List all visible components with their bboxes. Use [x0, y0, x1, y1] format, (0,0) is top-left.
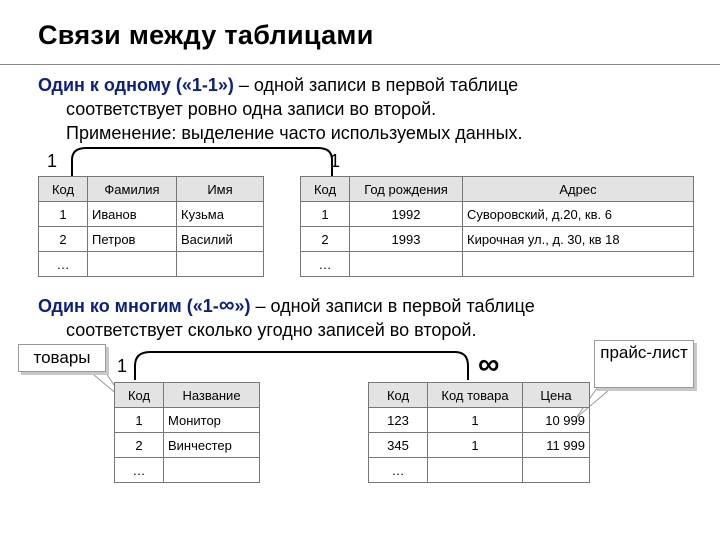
one-to-many-left-mark: 1	[117, 356, 128, 376]
table-cell: Петров	[88, 227, 177, 252]
table-cell	[428, 458, 523, 483]
table-cell: …	[301, 252, 350, 277]
table-cell	[88, 252, 177, 277]
table-header: Код	[39, 177, 88, 202]
one-to-many-heading-end: »)	[234, 296, 251, 316]
table-row	[39, 202, 264, 227]
table-cell: Кирочная ул., д. 30, кв 18	[463, 227, 694, 252]
table-cell: Суворовский, д.20, кв. 6	[463, 202, 694, 227]
table-row	[369, 408, 590, 433]
details-table	[300, 176, 694, 277]
table-cell: Винчестер	[164, 433, 260, 458]
table-header: Код товара	[428, 383, 523, 408]
one-to-one-right-mark: 1	[330, 151, 341, 171]
table-row	[369, 433, 590, 458]
table-row	[115, 433, 260, 458]
table-cell: 2	[301, 227, 350, 252]
table-cell: 1	[301, 202, 350, 227]
table-cell: 1	[115, 408, 164, 433]
table-row	[301, 252, 694, 277]
table-cell: 123	[369, 408, 428, 433]
table-cell	[463, 252, 694, 277]
table-header: Имя	[177, 177, 264, 202]
one-to-one-heading: Один к одному («1-1»)	[38, 75, 234, 95]
one-to-many-right-mark: ∞	[478, 348, 500, 381]
table-cell: 1	[428, 408, 523, 433]
table-row	[39, 252, 264, 277]
one-to-many-paragraph	[38, 293, 698, 342]
table-cell	[350, 252, 463, 277]
one-to-many-text: – одной записи в первой таблице	[250, 296, 535, 316]
one-to-one-line3: Применение: выделение часто используемых данных.	[66, 123, 523, 143]
table-row	[115, 458, 260, 483]
one-to-many-line2: соответствует сколько угодно записей во второй.	[66, 320, 477, 340]
table-cell: 345	[369, 433, 428, 458]
table-cell: Кузьма	[177, 202, 264, 227]
table-header-row	[39, 177, 264, 202]
one-to-one-line2: соответствует ровно одна записи во второй.	[66, 99, 437, 119]
table-row	[301, 227, 694, 252]
table-cell: 1993	[350, 227, 463, 252]
table-cell: …	[369, 458, 428, 483]
table-cell: Иванов	[88, 202, 177, 227]
table-cell: 10 999	[523, 408, 590, 433]
table-header: Адрес	[463, 177, 694, 202]
table-header: Год рождения	[350, 177, 463, 202]
table-cell: …	[39, 252, 88, 277]
one-to-one-connector	[72, 148, 332, 176]
price-list-table	[368, 382, 590, 483]
table-header: Фамилия	[88, 177, 177, 202]
goods-table	[114, 382, 260, 483]
table-cell: 1992	[350, 202, 463, 227]
table-cell: Василий	[177, 227, 264, 252]
table-cell: …	[115, 458, 164, 483]
table-cell: 2	[115, 433, 164, 458]
table-cell: Монитор	[164, 408, 260, 433]
one-to-many-connector	[135, 352, 468, 380]
price-list-callout: прайс-лист	[594, 340, 694, 388]
table-row	[39, 227, 264, 252]
table-header: Код	[369, 383, 428, 408]
infinity-symbol: ∞	[218, 292, 235, 317]
table-cell	[523, 458, 590, 483]
table-header: Код	[115, 383, 164, 408]
persons-table	[38, 176, 264, 277]
table-row	[115, 408, 260, 433]
page-title: Связи между таблицами	[38, 20, 374, 50]
table-row	[369, 458, 590, 483]
one-to-one-left-mark: 1	[47, 151, 58, 171]
table-header-row	[301, 177, 694, 202]
table-cell: 11 999	[523, 433, 590, 458]
one-to-one-text: – одной записи в первой таблице	[233, 75, 519, 95]
table-cell: 1	[39, 202, 88, 227]
goods-callout: товары	[18, 344, 106, 372]
table-header: Название	[164, 383, 260, 408]
table-cell	[177, 252, 264, 277]
table-cell: 2	[39, 227, 88, 252]
table-cell	[164, 458, 260, 483]
table-row	[301, 202, 694, 227]
one-to-many-heading	[38, 292, 251, 317]
table-header-row	[115, 383, 260, 408]
one-to-many-heading-start: Один ко многим («1-	[38, 296, 219, 316]
table-cell: 1	[428, 433, 523, 458]
table-header: Цена	[523, 383, 590, 408]
table-header: Код	[301, 177, 350, 202]
table-header-row	[369, 383, 590, 408]
